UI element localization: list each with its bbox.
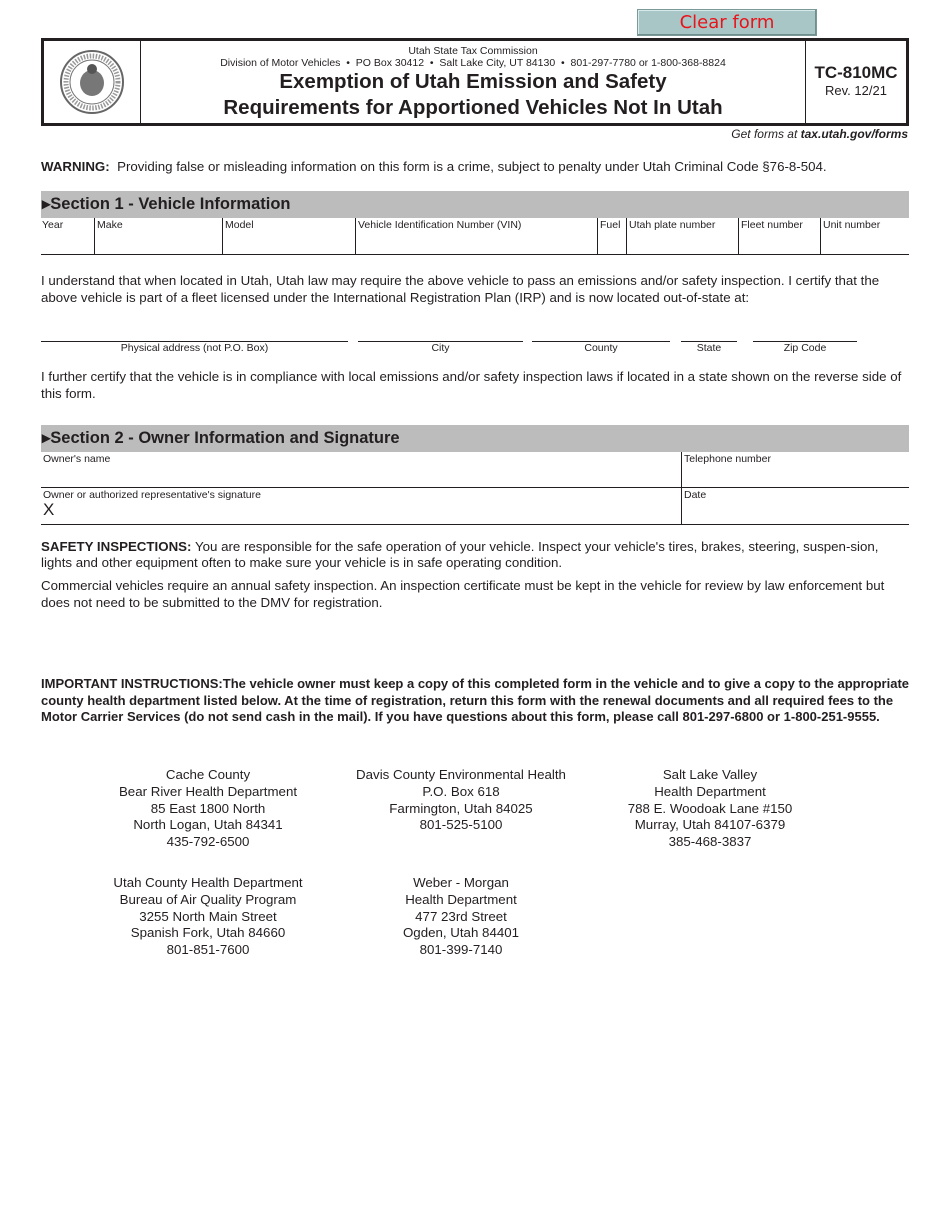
zip-code-field[interactable]: Zip Code <box>753 341 857 354</box>
location-statement: I understand that when located in Utah, Utah law may require the above vehicle to pass an emissions and/or safety inspection. I certify that the above vehicle is part of a fleet licensed under the International Registration Plan (IRP) and is now located out-of-state at: <box>41 273 880 305</box>
agency-contact: Division of Motor Vehicles • PO Box 30412 • Salt Lake City, UT 84130 • 801-297-7780 or 1-800-368-8824 <box>220 57 726 69</box>
address-davis-county: Davis County Environmental Health P.O. Box 618 Farmington, Utah 84025 801-525-5100 <box>356 767 566 833</box>
important-instructions: IMPORTANT INSTRUCTIONS:The vehicle owner must keep a copy of this completed form in the vehicle and to give a copy to the appropriate county health department listed below. At the time of registration, return this form with the renewal documents and all required fees to the Motor Carrier Services (do not send cash in the mail). If you have questions about this form, please call 801-297-6800 or 1-800-251-9555. <box>41 676 910 724</box>
telephone-field[interactable]: Telephone number <box>681 452 909 488</box>
section2-header: ▸Section 2 - Owner Information and Signature <box>41 425 909 452</box>
model-field[interactable]: Model <box>222 218 355 254</box>
year-field[interactable]: Year <box>42 219 64 231</box>
form-title-line1: Exemption of Utah Emission and Safety <box>279 70 667 93</box>
agency-name: Utah State Tax Commission <box>408 45 538 57</box>
safety-inspections-text: SAFETY INSPECTIONS: You are responsible for the safe operation of your vehicle. Inspect your vehicle's tires, brakes, steering, suspen-sion, lights and other equipment often to make sure your vehicle is in safe operating condition. <box>41 539 879 570</box>
address-weber-morgan: Weber - Morgan Health Department 477 23rd Street Ogden, Utah 84401 801-399-7140 <box>402 875 520 958</box>
signature-x-mark: X <box>43 500 55 519</box>
owner-name-field[interactable]: Owner's name <box>41 452 681 488</box>
fleet-number-field[interactable]: Fleet number <box>738 218 820 254</box>
clear-form-button[interactable]: Clear form <box>637 9 817 36</box>
county-field[interactable]: County <box>532 341 670 354</box>
form-title-line2: Requirements for Apportioned Vehicles Not In Utah <box>223 96 723 119</box>
vin-field[interactable]: Vehicle Identification Number (VIN) <box>355 218 597 254</box>
fuel-field[interactable]: Fuel <box>597 218 626 254</box>
owner-table <box>41 452 909 525</box>
form-number: TC-810MC <box>814 63 898 82</box>
warning: WARNING: Providing false or misleading information on this form is a crime, subject to penalty under Utah Criminal Code §76-8-504. <box>41 159 827 174</box>
address-utah-county: Utah County Health Department Bureau of Air Quality Program 3255 North Main Street Spanish Fork, Utah 84660 801-851-7600 <box>113 875 303 958</box>
city-field[interactable]: City <box>358 341 523 354</box>
vehicle-table <box>41 218 909 255</box>
form-header <box>41 38 909 126</box>
make-field[interactable]: Make <box>94 218 222 254</box>
plate-number-field[interactable]: Utah plate number <box>626 218 738 254</box>
state-field[interactable]: State <box>681 341 737 354</box>
get-forms-note: Get forms at tax.utah.gov/forms <box>731 127 908 141</box>
address-salt-lake-valley: Salt Lake Valley Health Department 788 E. Woodoak Lane #150 Murray, Utah 84107-6379 385-468-3837 <box>627 767 793 850</box>
commercial-vehicles-text: Commercial vehicles require an annual safety inspection. An inspection certificate must be kept in the vehicle for review by law enforcement but does not need to be submitted to the DMV for registration. <box>41 578 885 610</box>
forms-link[interactable]: tax.utah.gov/forms <box>800 127 908 141</box>
physical-address-field[interactable]: Physical address (not P.O. Box) <box>41 341 348 354</box>
signature-field[interactable]: Owner or authorized representative's signature X <box>41 488 681 525</box>
section1-header: ▸Section 1 - Vehicle Information <box>41 191 909 218</box>
form-revision: Rev. 12/21 <box>825 83 887 98</box>
address-cache-county: Cache County Bear River Health Department 85 East 1800 North North Logan, Utah 84341 435-792-6500 <box>118 767 298 850</box>
unit-number-field[interactable]: Unit number <box>820 218 909 254</box>
date-field[interactable]: Date <box>681 488 909 525</box>
compliance-statement: I further certify that the vehicle is in compliance with local emissions and/or safety inspection laws if located in a state shown on the reverse side of this form. <box>41 369 902 401</box>
utah-state-seal-icon <box>44 41 141 123</box>
